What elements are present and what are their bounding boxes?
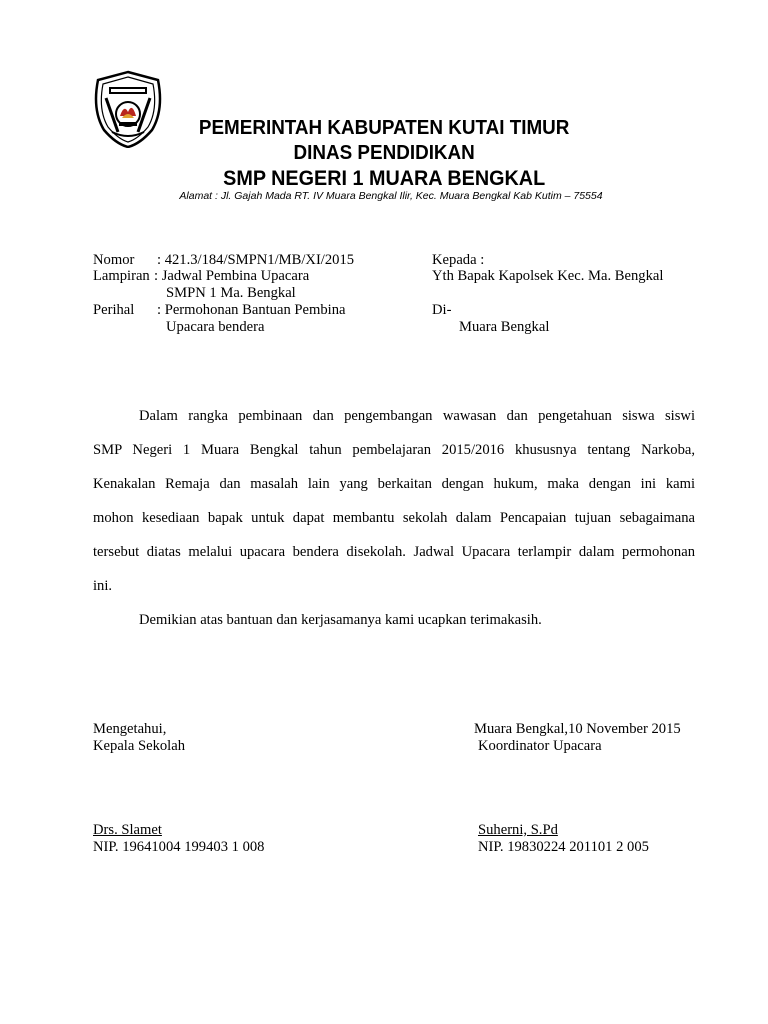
sign-right-name: Suherni, S.Pd bbox=[478, 822, 558, 838]
sign-right-title: Koordinator Upacara bbox=[478, 738, 602, 754]
letterhead-address: Alamat : Jl. Gajah Mada RT. IV Muara Bengkal Ilir, Kec. Muara Bengkal Kab Kutim – 75554 bbox=[179, 190, 603, 202]
body-line: Dalam rangka pembinaan dan pengembangan wawasan dan pengetahuan siswa siswi bbox=[139, 408, 695, 424]
perihal-value: : Permohonan Bantuan Pembina bbox=[157, 302, 346, 318]
letter-body bbox=[93, 399, 695, 637]
letterhead-school-name: SMP NEGERI 1 MUARA BENGKAL bbox=[223, 166, 546, 190]
nomor-label: Nomor bbox=[93, 252, 135, 268]
perihal-value-cont: Upacara bendera bbox=[166, 319, 265, 335]
body-line: Kenakalan Remaja dan masalah lain yang berkaitan dengan hukum, maka dengan ini kami bbox=[93, 476, 695, 492]
sign-left-mengetahui: Mengetahui, bbox=[93, 721, 167, 737]
sign-right-nip: NIP. 19830224 201101 2 005 bbox=[478, 839, 649, 855]
sign-left-title: Kepala Sekolah bbox=[93, 738, 185, 754]
sign-left-nip: NIP. 19641004 199403 1 008 bbox=[93, 839, 265, 855]
recipient-place: Muara Bengkal bbox=[459, 319, 550, 335]
body-line: mohon kesediaan bapak untuk dapat membantu sekolah dalam Pencapaian tujuan sebagaimana bbox=[93, 510, 695, 526]
body-line: SMP Negeri 1 Muara Bengkal tahun pembelajaran 2015/2016 khususnya tentang Narkoba, bbox=[93, 442, 695, 458]
body-line: ini. bbox=[93, 578, 113, 594]
lampiran-value-cont: SMPN 1 Ma. Bengkal bbox=[166, 285, 296, 301]
nomor-value: : 421.3/184/SMPN1/MB/XI/2015 bbox=[157, 252, 355, 268]
recipient-di: Di- bbox=[432, 302, 452, 318]
sign-left-name: Drs. Slamet bbox=[93, 822, 162, 838]
closing-sentence: Demikian atas bantuan dan kerjasamanya kami ucapkan terimakasih. bbox=[139, 612, 542, 628]
letterhead-government: PEMERINTAH KABUPATEN KUTAI TIMUR bbox=[198, 116, 570, 139]
recipient-name: Yth Bapak Kapolsek Kec. Ma. Bengkal bbox=[432, 268, 664, 284]
body-line: tersebut diatas melalui upacara bendera disekolah. Jadwal Upacara terlampir dalam permohonan bbox=[93, 544, 695, 560]
lampiran-value: : Jadwal Pembina Upacara bbox=[154, 268, 310, 284]
recipient-kepada: Kepada : bbox=[432, 252, 485, 268]
letterhead-department: DINAS PENDIDIKAN bbox=[293, 141, 475, 164]
lampiran-label: Lampiran bbox=[93, 268, 150, 284]
perihal-label: Perihal bbox=[93, 302, 135, 318]
sign-right-place-date: Muara Bengkal,10 November 2015 bbox=[474, 721, 681, 737]
